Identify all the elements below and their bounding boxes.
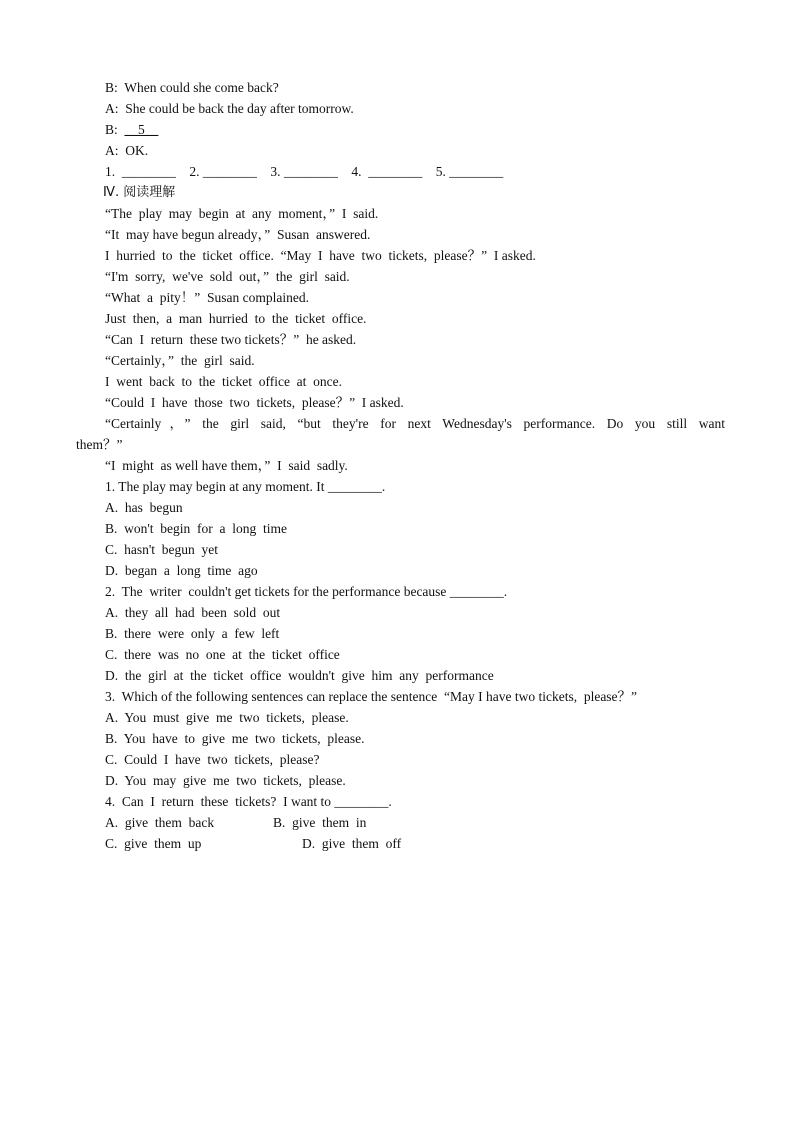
- question-3-option-d: D. You may give me two tickets, please.: [105, 773, 346, 788]
- question-2-option-a: A. they all had been sold out: [105, 605, 281, 620]
- question-4-stem: 4. Can I return these tickets? I want to ________.: [105, 794, 392, 809]
- question-3-option-a: A. You must give me two tickets, please.: [105, 710, 349, 725]
- dialogue-line-2: A: She could be back the day after tomorrow.: [105, 101, 354, 116]
- question-3-option-b: B. You have to give me two tickets, please.: [105, 731, 365, 746]
- passage-line: Just then, a man hurried to the ticket office.: [105, 311, 367, 326]
- question-4-option-d: D. give them off: [302, 836, 402, 851]
- question-3-stem: 3. Which of the following sentences can replace the sentence “May I have two tickets, please？”: [105, 689, 638, 704]
- question-1-option-c: C. hasn't begun yet: [105, 542, 219, 557]
- passage-line: “What a pity！” Susan complained.: [105, 290, 309, 305]
- question-4-option-b: B. give them in: [273, 815, 367, 830]
- question-2-stem: 2. The writer couldn't get tickets for the performance because ________.: [105, 584, 508, 599]
- dialogue-line-4: A: OK.: [105, 143, 149, 158]
- dialogue-speaker: B:: [105, 122, 125, 137]
- question-3-option-c: C. Could I have two tickets, please?: [105, 752, 320, 767]
- question-1-option-b: B. won't begin for a long time: [105, 521, 288, 536]
- question-2-option-b: B. there were only a few left: [105, 626, 280, 641]
- passage-line: “Could I have those two tickets, please？” I asked.: [105, 395, 404, 410]
- answer-blanks: 1. ________ 2. ________ 3. ________ 4. ________ 5. ________: [105, 164, 504, 179]
- passage-line: I hurried to the ticket office. “May I have two tickets, please？” I asked.: [105, 248, 536, 263]
- dialogue-blank-5: __5__: [124, 122, 159, 137]
- question-1-option-d: D. began a long time ago: [105, 563, 258, 578]
- question-4-option-c: C. give them up: [105, 836, 202, 851]
- passage-line: I went back to the ticket office at once.: [105, 374, 343, 389]
- section-heading: Ⅳ. 阅读理解: [103, 185, 176, 200]
- question-1-option-a: A. has begun: [105, 500, 183, 515]
- question-2-option-c: C. there was no one at the ticket office: [105, 647, 340, 662]
- passage-line: “Can I return these two tickets？” he asked.: [105, 332, 357, 347]
- passage-line: them？”: [76, 437, 123, 452]
- passage-line: “I might as well have them，” I said sadly.: [105, 458, 348, 473]
- dialogue-line-3: [105, 120, 158, 140]
- dialogue-line-1: B: When could she come back?: [105, 80, 279, 95]
- question-1-stem: 1. The play may begin at any moment. It ________.: [105, 479, 386, 494]
- passage-line: “It may have begun already，” Susan answered.: [105, 227, 371, 242]
- question-4-option-a: A. give them back: [105, 815, 215, 830]
- passage-line: “Certainly，” the girl said, “but they're for next Wednesday's performance. Do you still want: [105, 416, 725, 431]
- passage-line: “I'm sorry, we've sold out，” the girl said.: [105, 269, 350, 284]
- passage-line: “The play may begin at any moment，” I said.: [105, 206, 379, 221]
- question-2-option-d: D. the girl at the ticket office wouldn't give him any performance: [105, 668, 494, 683]
- passage-line: “Certainly，” the girl said.: [105, 353, 255, 368]
